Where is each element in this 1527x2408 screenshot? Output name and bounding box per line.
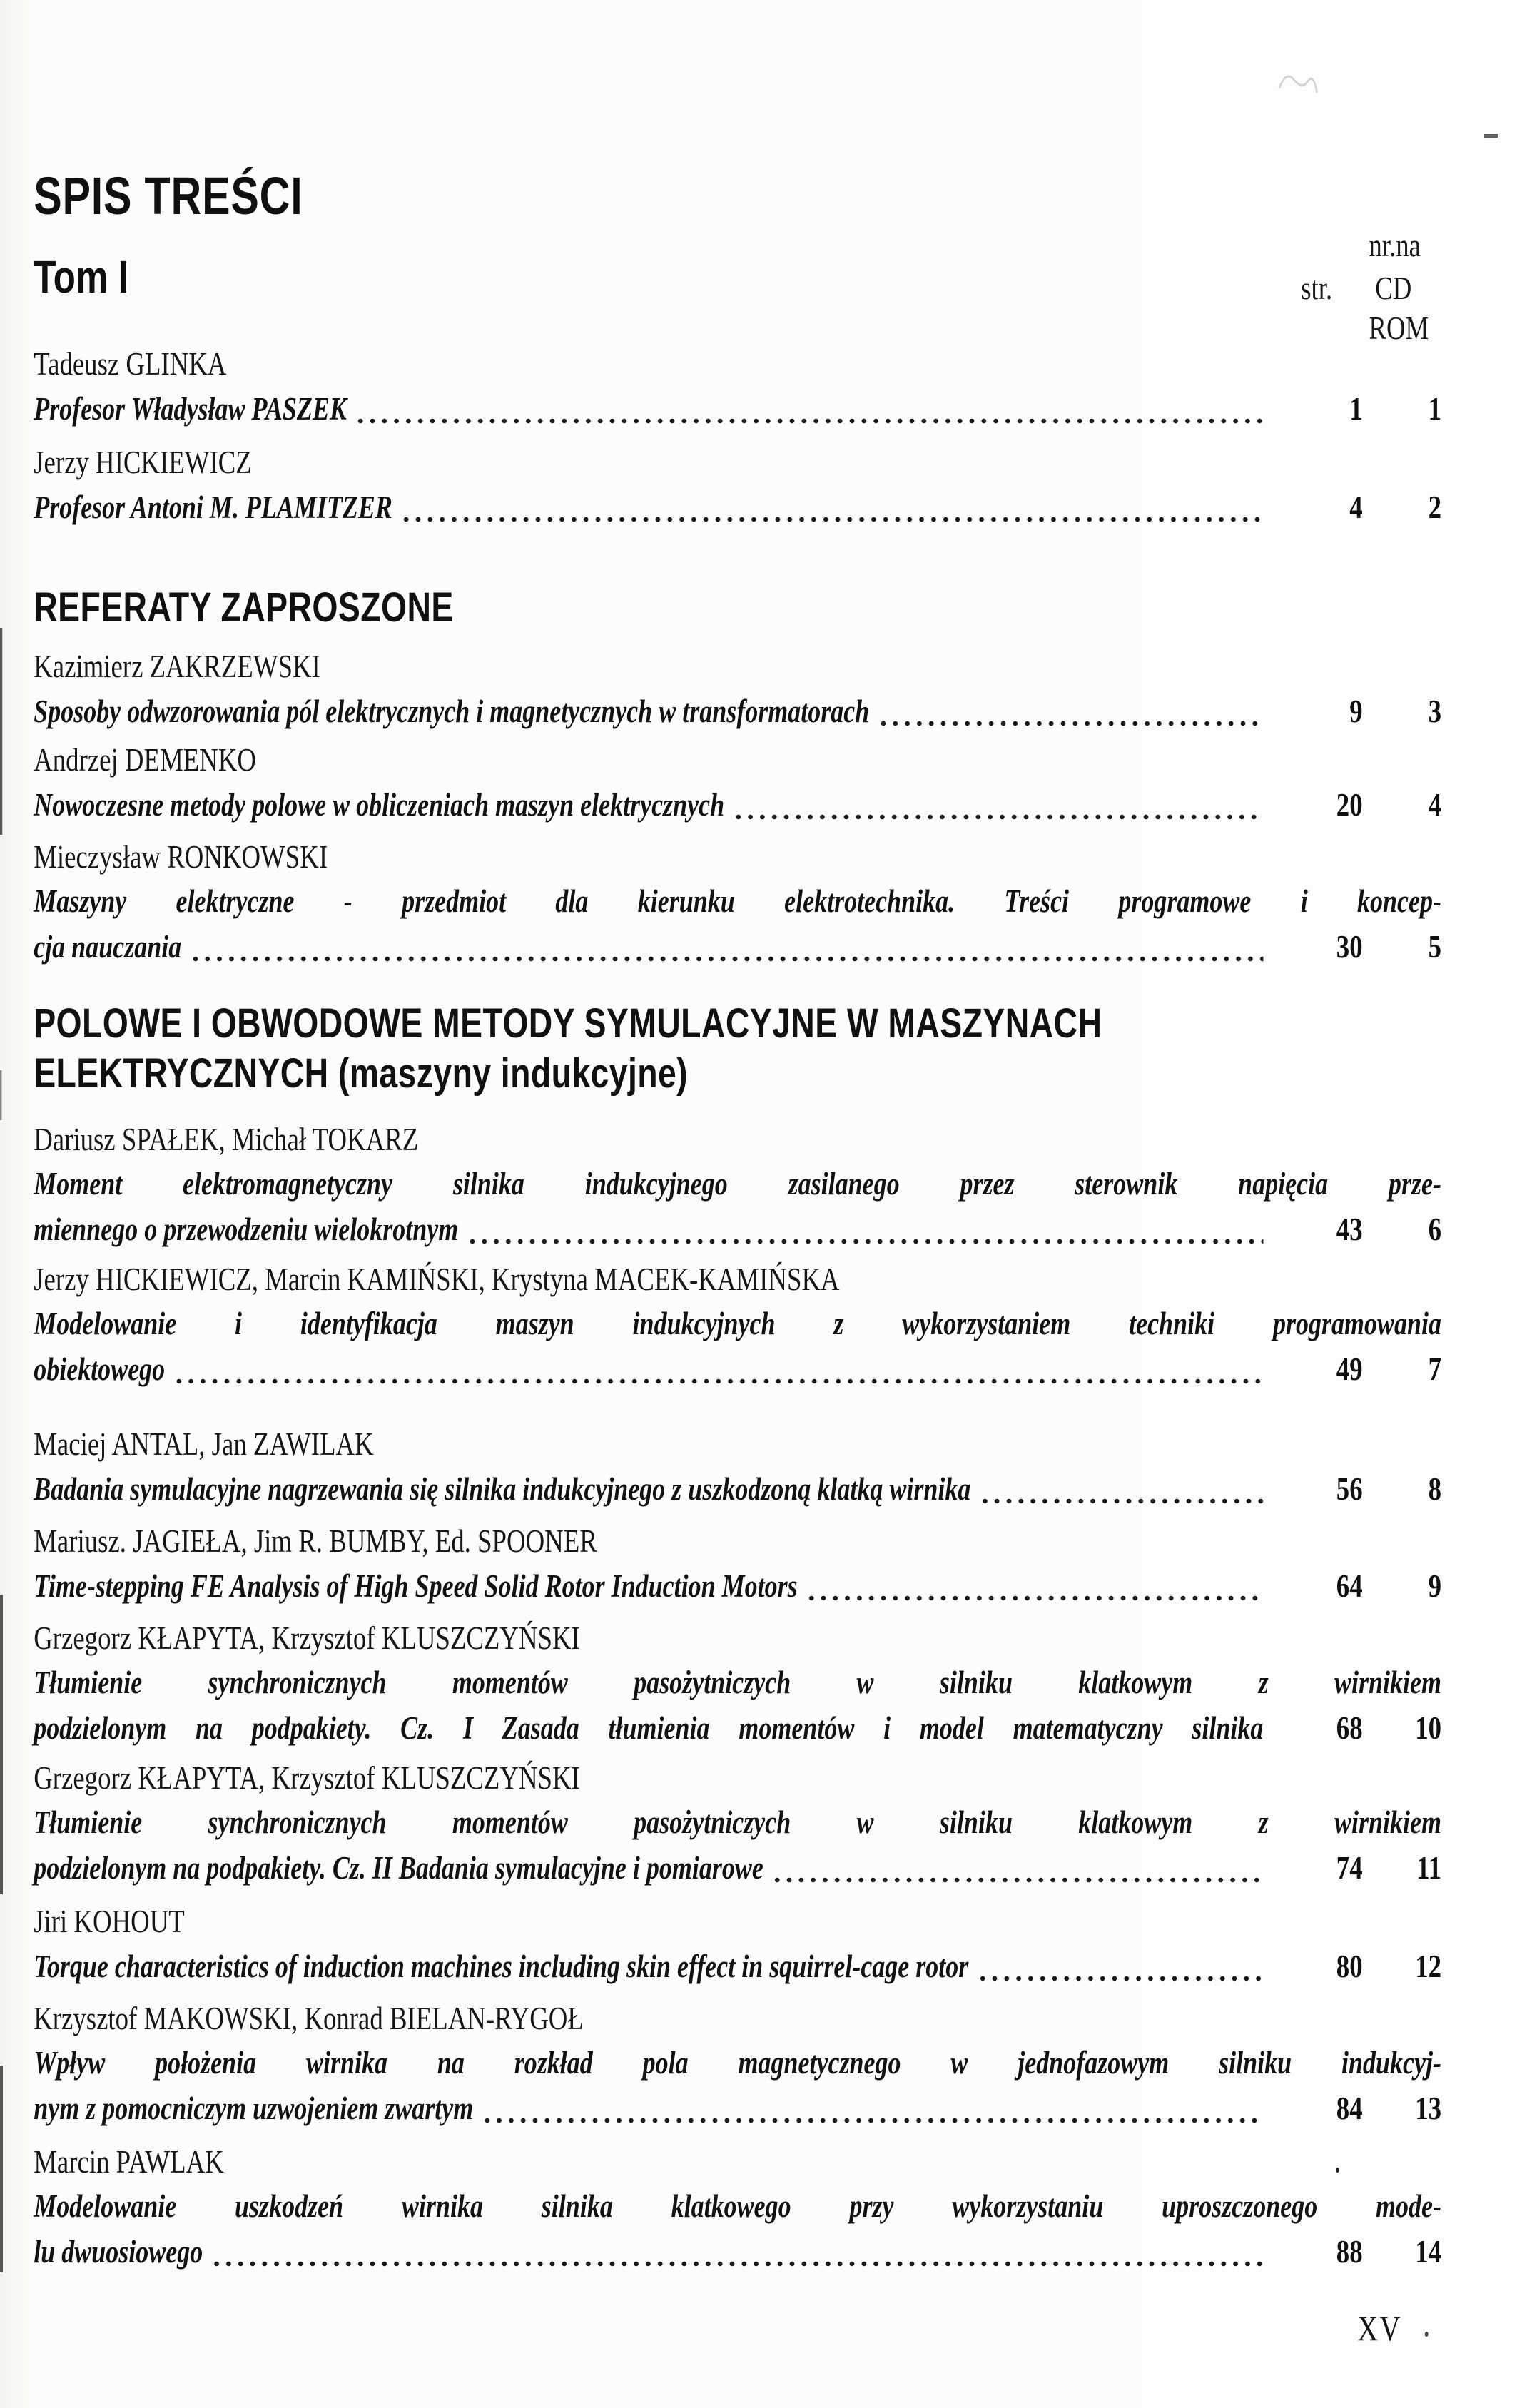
entry-title-line: Tłumienie synchronicznych momentów pasożytniczych w silniku klatkowym z wirnikiem <box>34 1804 1442 1840</box>
section-heading-line2: ELEKTRYCZNYCH (maszyny indukcyjne) <box>34 1050 689 1097</box>
page-number-value: 9 <box>1349 693 1363 729</box>
entry-authors: Dariusz SPAŁEK, Michał TOKARZ <box>34 1121 419 1157</box>
dot-leader <box>466 1238 1263 1245</box>
entry-title-row <box>34 1346 1441 1392</box>
page-number-value: 49 <box>1336 1351 1363 1387</box>
toc-entry <box>34 1899 1441 1989</box>
scan-edge-mark <box>0 2066 3 2272</box>
toc-entry <box>34 1518 1441 1609</box>
dot-leader <box>210 2260 1263 2267</box>
entry-authors: Maciej ANTAL, Jan ZAWILAK <box>34 1426 374 1462</box>
column-header-cd-top: nr.na <box>1369 227 1421 263</box>
entry-title-row <box>34 1466 1441 1512</box>
toc-entry <box>34 440 1441 530</box>
cd-number-value: 10 <box>1415 1710 1441 1746</box>
entry-authors: Krzysztof MAKOWSKI, Konrad BIELAN-RYGOŁ <box>34 2000 584 2036</box>
dot-leader <box>877 720 1263 727</box>
entry-title: podzielonym na podpakiety. Cz. II Badania symulacyjne i pomiarowe <box>34 1850 764 1886</box>
entry-authors: Jiri KOHOUT <box>34 1903 185 1939</box>
page-number-value: 74 <box>1336 1849 1363 1886</box>
entry-title: Torque characteristics of induction machines including skin effect in squirrel-cage rotor <box>34 1949 969 1984</box>
entry-authors: Marcin PAWLAK <box>34 2143 224 2180</box>
column-header-page: str. <box>1301 270 1333 306</box>
pencil-squiggle-artifact <box>1276 66 1321 101</box>
entry-title: miennego o przewodzeniu wielokrotnym <box>34 1211 459 1247</box>
scan-edge-mark <box>0 1595 3 1894</box>
entry-title-row <box>34 782 1441 828</box>
dot-leader <box>771 1876 1263 1884</box>
entry-title-row <box>34 386 1441 432</box>
entry-title: Time-stepping FE Analysis of High Speed Solid Rotor Induction Motors <box>34 1568 798 1604</box>
page-number-value: 4 <box>1349 489 1363 525</box>
entry-title: cja nauczania <box>34 929 182 965</box>
scan-speck <box>1425 2332 1429 2337</box>
toc-entry <box>34 644 1441 734</box>
section-heading-line1: POLOWE I OBWODOWE METODY SYMULACYJNE W MASZYNACH <box>34 1000 1102 1047</box>
section-heading-invited: REFERATY ZAPROSZONE <box>34 584 454 631</box>
page-number-value: 88 <box>1336 2233 1363 2270</box>
cd-number-value: 3 <box>1428 693 1441 729</box>
toc-entry <box>34 1256 1441 1392</box>
dot-leader <box>979 1498 1264 1505</box>
cd-number-value: 5 <box>1428 928 1441 965</box>
toc-list <box>34 341 1441 2275</box>
entry-title-line: Wpływ położenia wirnika na rozkład pola magnetycznego w jednofazowym silniku indukcyj- <box>34 2045 1442 2081</box>
entry-authors: Grzegorz KŁAPYTA, Krzysztof KLUSZCZYŃSKI <box>34 1759 580 1796</box>
entry-authors: Mieczysław RONKOWSKI <box>34 838 328 875</box>
cd-number-value: 13 <box>1415 2090 1441 2126</box>
scan-dash-artifact <box>1484 134 1498 138</box>
entry-title-row <box>34 1845 1441 1891</box>
entry-title-line: Modelowanie uszkodzeń wirnika silnika klatkowego przy wykorzystaniu uproszczonego mode- <box>34 2188 1442 2224</box>
entry-title-row <box>34 924 1441 970</box>
entry-title-line: Maszyny elektryczne - przedmiot dla kierunku elektrotechnika. Treści programowe i koncep- <box>34 883 1442 919</box>
dot-leader <box>355 417 1263 425</box>
page-number-value: 30 <box>1336 928 1363 965</box>
scan-edge-mark <box>0 628 2 835</box>
cd-number-value: 9 <box>1428 1568 1441 1604</box>
page-number-value: 20 <box>1336 786 1363 823</box>
dot-leader <box>481 2117 1263 2124</box>
entry-title-row <box>34 1944 1441 1989</box>
entry-authors: Grzegorz KŁAPYTA, Krzysztof KLUSZCZYŃSKI <box>34 1620 580 1656</box>
entry-title: Profesor Władysław PASZEK <box>34 391 347 427</box>
toc-entry <box>34 1117 1441 1252</box>
entry-title-row <box>34 484 1441 530</box>
entry-title: Profesor Antoni M. PLAMITZER <box>34 489 392 525</box>
toc-entry <box>34 1996 1441 2131</box>
entry-authors: Jerzy HICKIEWICZ <box>34 444 252 480</box>
dot-leader <box>189 955 1263 962</box>
column-header-rom: ROM <box>1369 310 1429 346</box>
toc-entry <box>34 834 1441 970</box>
toc-entry <box>34 1615 1441 1751</box>
dot-leader <box>806 1595 1264 1602</box>
dot-leader <box>400 516 1263 523</box>
cd-number-value: 6 <box>1428 1211 1441 1247</box>
section-heading-methods <box>34 999 1441 1099</box>
page-number-value: 1 <box>1349 390 1363 427</box>
toc-entry <box>34 1421 1441 1512</box>
entry-title-row <box>34 689 1441 734</box>
entry-authors: Andrzej DEMENKO <box>34 741 256 778</box>
entry-title-row <box>34 1206 1441 1252</box>
entry-title-row <box>34 1563 1441 1609</box>
cd-number-value: 14 <box>1415 2233 1441 2270</box>
page-number-value: 64 <box>1336 1568 1363 1604</box>
page-number-value: 56 <box>1336 1470 1363 1507</box>
toc-entry <box>34 2139 1441 2275</box>
entry-title: podzielonym na podpakiety. Cz. I Zasada tłumienia momentów i model matematyczny silnika <box>34 1710 1264 1746</box>
entry-title-row <box>34 2086 1441 2131</box>
dot-leader <box>173 1378 1263 1385</box>
cd-number-value: 2 <box>1428 489 1441 525</box>
entry-authors: Tadeusz GLINKA <box>34 345 227 382</box>
column-header-cd: CD <box>1375 270 1412 306</box>
toc-entry <box>34 1755 1441 1891</box>
cd-number-value: 8 <box>1428 1470 1441 1507</box>
volume-label: Tom I <box>34 251 128 303</box>
entry-title-line: Modelowanie i identyfikacja maszyn indukcyjnych z wykorzystaniem techniki programowania <box>34 1306 1442 1341</box>
entry-title-row <box>34 1705 1441 1751</box>
entry-title-line: Tłumienie synchronicznych momentów pasożytniczych w silniku klatkowym z wirnikiem <box>34 1665 1442 1700</box>
entry-title: lu dwuosiowego <box>34 2234 203 2270</box>
cd-number-value: 7 <box>1428 1351 1441 1387</box>
cd-number-value: 4 <box>1428 786 1441 823</box>
entry-title: obiektowego <box>34 1351 166 1387</box>
toc-entry <box>34 737 1441 828</box>
scan-speck <box>1336 2168 1339 2173</box>
cd-number-value: 12 <box>1415 1948 1441 1984</box>
entry-title: nym z pomocniczym uzwojeniem zwartym <box>34 2091 474 2126</box>
entry-title-line: Moment elektromagnetyczny silnika indukcyjnego zasilanego przez sterownik napięcia prze- <box>34 1166 1442 1202</box>
page-number-value: 43 <box>1336 1211 1363 1247</box>
toc-entry <box>34 341 1441 432</box>
footer-page-number: XV <box>1357 2308 1402 2348</box>
entry-authors: Mariusz. JAGIEŁA, Jim R. BUMBY, Ed. SPOONER <box>34 1523 597 1559</box>
page-number-value: 80 <box>1336 1948 1363 1984</box>
page-number-value: 84 <box>1336 2090 1363 2126</box>
entry-authors: Kazimierz ZAKRZEWSKI <box>34 648 320 684</box>
dot-leader <box>732 813 1263 821</box>
entry-title-row <box>34 2229 1441 2275</box>
page-title: SPIS TREŚCI <box>34 166 303 225</box>
entry-title: Sposoby odwzorowania pól elektrycznych i magnetycznych w transformatorach <box>34 694 870 729</box>
page-number-value: 68 <box>1336 1710 1363 1746</box>
cd-number-value: 1 <box>1428 390 1441 427</box>
dot-leader <box>977 1975 1264 1982</box>
entry-title: Badania symulacyjne nagrzewania się silnika indukcyjnego z uszkodzoną klatką wirnika <box>34 1471 971 1507</box>
scan-edge-mark <box>0 1070 1 1120</box>
entry-title: Nowoczesne metody polowe w obliczeniach maszyn elektrycznych <box>34 787 725 823</box>
entry-authors: Jerzy HICKIEWICZ, Marcin KAMIŃSKI, Krystyna MACEK-KAMIŃSKA <box>34 1261 840 1297</box>
cd-number-value: 11 <box>1416 1849 1441 1886</box>
